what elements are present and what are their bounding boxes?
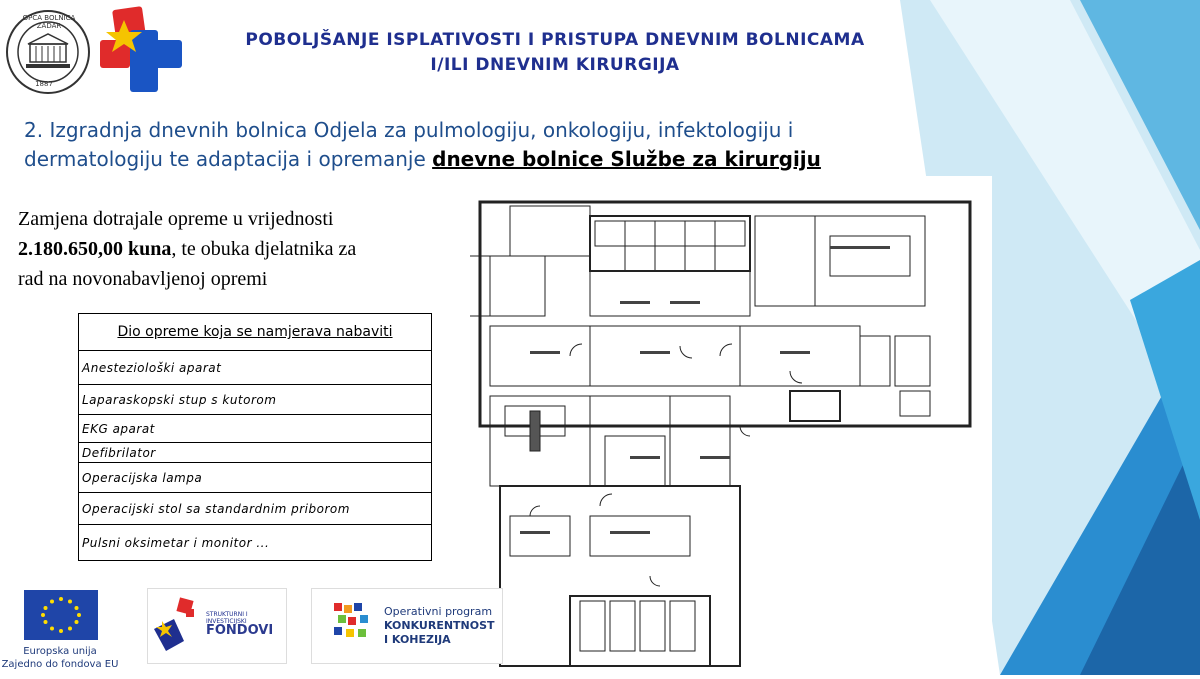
intro-amount: 2.180.650,00 kuna — [18, 238, 172, 260]
eu-label — [0, 645, 120, 671]
floor-plan — [470, 176, 992, 675]
table-row: Operacijska lampa — [79, 463, 432, 493]
floor-plan-drawing — [470, 176, 992, 675]
table-row: Laparaskopski stup s kutorom — [79, 385, 432, 415]
op-line-2: KONKURENTNOST — [384, 619, 495, 632]
title-line-1: POBOLJŠANJE ISPLATIVOSTI I PRISTUPA DNEVNIM BOLNICAMA — [245, 30, 865, 50]
subtitle-line-2-prefix: dermatologiju te adaptacija i opremanje — [24, 147, 433, 171]
eu-label-line-2: Zajedno do fondova EU — [1, 659, 119, 670]
subtitle-line-2 — [24, 145, 924, 174]
subtitle-line-1: 2. Izgradnja dnevnih bolnica Odjela za pulmologiju, onkologiju, infektologiju i — [24, 118, 794, 142]
eu-label-line-1: Europska unija — [23, 646, 97, 657]
fondovi-logo-mark — [152, 595, 204, 655]
table-row: Pulsni oksimetar i monitor ... — [79, 525, 432, 561]
table-row: Operacijski stol sa standardnim priborom — [79, 493, 432, 525]
table-row: Defibrilator — [79, 443, 432, 463]
intro-part-2: , te obuka djelatnika za — [171, 238, 357, 260]
subtitle-underlined: dnevne bolnice Službe za kirurgiju — [432, 147, 821, 171]
medical-cross-logo — [96, 6, 186, 96]
equipment-table-header: Dio opreme koja se namjerava nabaviti — [79, 314, 432, 351]
op-line-3: I KOHEZIJA — [384, 633, 451, 646]
intro-part-3: rad na novonabavljenoj opremi — [18, 268, 268, 290]
hospital-seal-text: OPĆA BOLNICA ZADAR — [22, 14, 76, 30]
eu-flag-logo — [24, 590, 98, 640]
fondovi-logo — [147, 588, 287, 664]
equipment-table — [78, 313, 432, 561]
table-row: EKG aparat — [79, 415, 432, 443]
fondovi-small-text: STRUKTURNI I INVESTICIJSKI — [206, 611, 248, 625]
fondovi-big-text: FONDOVI — [206, 623, 274, 638]
section-subtitle — [24, 116, 924, 174]
op-line-1: Operativni program — [384, 605, 493, 618]
intro-part-1: Zamjena dotrajale opreme u vrijednosti — [18, 208, 334, 230]
table-row: Anesteziološki aparat — [79, 351, 432, 385]
title-line-2: I/ILI DNEVNIM KIRURGIJA — [430, 55, 680, 75]
hospital-seal-year: 1887 — [35, 80, 53, 88]
op-logo-mark — [334, 603, 376, 643]
intro-paragraph — [18, 204, 458, 294]
page-title — [190, 28, 920, 78]
operational-programme-logo — [311, 588, 503, 664]
